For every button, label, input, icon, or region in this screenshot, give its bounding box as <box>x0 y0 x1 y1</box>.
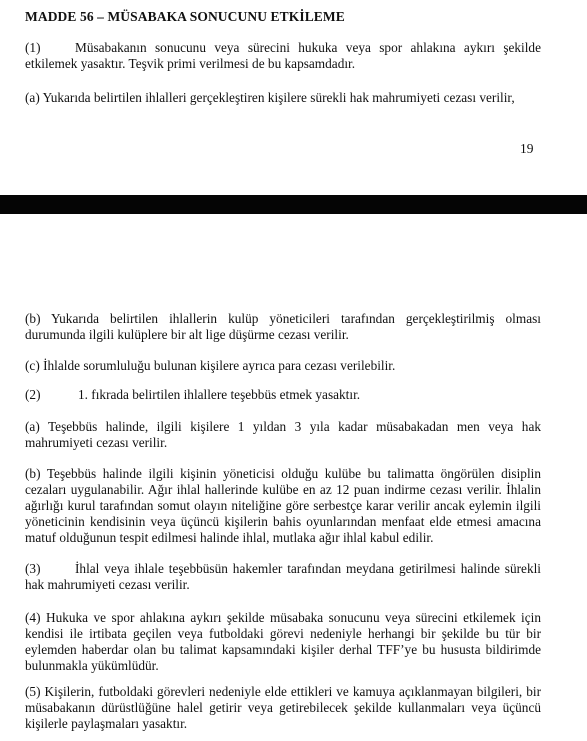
paragraph-1-text: Müsabakanın sonucunu veya sürecini hukuka veya spor ahlakına aykırı şekilde etkilemek yasaktır. Teşvik primi verilmesi de bu kapsamdadır. <box>25 40 541 71</box>
paragraph-3-text: İhlal veya ihlale teşebbüsün hakemler tarafından meydana getirilmesi halinde sürekli hak mahrumiyeti cezası verilir. <box>25 561 541 592</box>
paragraph-4: (4) Hukuka ve spor ahlakına aykırı şekilde müsabaka sonucunu veya sürecini etkilemek için kendisi ile irtibata geçilen veya futboldaki görevi nedeniyle herhangi bir şekilde bu tür bir eylemden haberdar olan bu talimat kapsamındaki kişiler derhal TFF’ye bu hususta bildirimde bulunmakla yükümlüdür. <box>25 610 541 673</box>
paragraph-1-number: (1) <box>25 40 41 55</box>
paragraph-2-text: 1. fıkrada belirtilen ihlallere teşebbüs etmek yasaktır. <box>78 387 361 402</box>
paragraph-1a: (a) Yukarıda belirtilen ihlalleri gerçekleştiren kişilere sürekli hak mahrumiyeti cezası verilir, <box>25 90 515 105</box>
page-number: 19 <box>520 141 534 156</box>
paragraph-2-number: (2) <box>25 387 41 402</box>
paragraph-1b: (b) Yukarıda belirtilen ihlallerin kulüp yöneticileri tarafından gerçekleştirilmiş olması durumunda ilgili kulüplere bir alt lige düşürme cezası verilir. <box>25 311 541 342</box>
page-separator-band <box>0 195 587 214</box>
paragraph-2a: (a) Teşebbüs halinde, ilgili kişilere 1 yıldan 3 yıla kadar müsabakadan men veya hak mahrumiyeti cezası verilir. <box>25 419 541 450</box>
paragraph-3-number: (3) <box>25 561 41 576</box>
paragraph-3 <box>25 561 541 593</box>
paragraph-2b: (b) Teşebbüs halinde ilgili kişinin yöneticisi olduğu kulübe bu talimatta öngörülen disiplin cezaları uygulanabilir. Ağır ihlal hallerinde kulübe en az 12 puan indirme cezası verilir. İhlalin ağırlığı kurul tarafından somut olayın niteliğine göre serbestçe karar verilir ancak eylemin ilgili yöneticinin kendisinin veya üçüncü kişilerin bahis oyunlarından menfaat elde etmesi amacına matuf olduğunun tespit edilmesi halinde ihlal, mutlaka ağır ihlal kabul edilir. <box>25 466 541 545</box>
paragraph-2 <box>25 387 541 403</box>
paragraph-1c: (c) İhlalde sorumluluğu bulunan kişilere ayrıca para cezası verilebilir. <box>25 358 396 373</box>
article-heading: MADDE 56 – MÜSABAKA SONUCUNU ETKİLEME <box>25 9 345 24</box>
paragraph-5: (5) Kişilerin, futboldaki görevleri nedeniyle elde ettikleri ve kamuya açıklanmayan bilgileri, bir müsabakanın dürüstlüğüne halel getirir veya getirebilecek şekilde kullanmaları veya üçüncü kişilerle paylaşmaları yasaktır. <box>25 684 541 731</box>
paragraph-1 <box>25 40 541 72</box>
